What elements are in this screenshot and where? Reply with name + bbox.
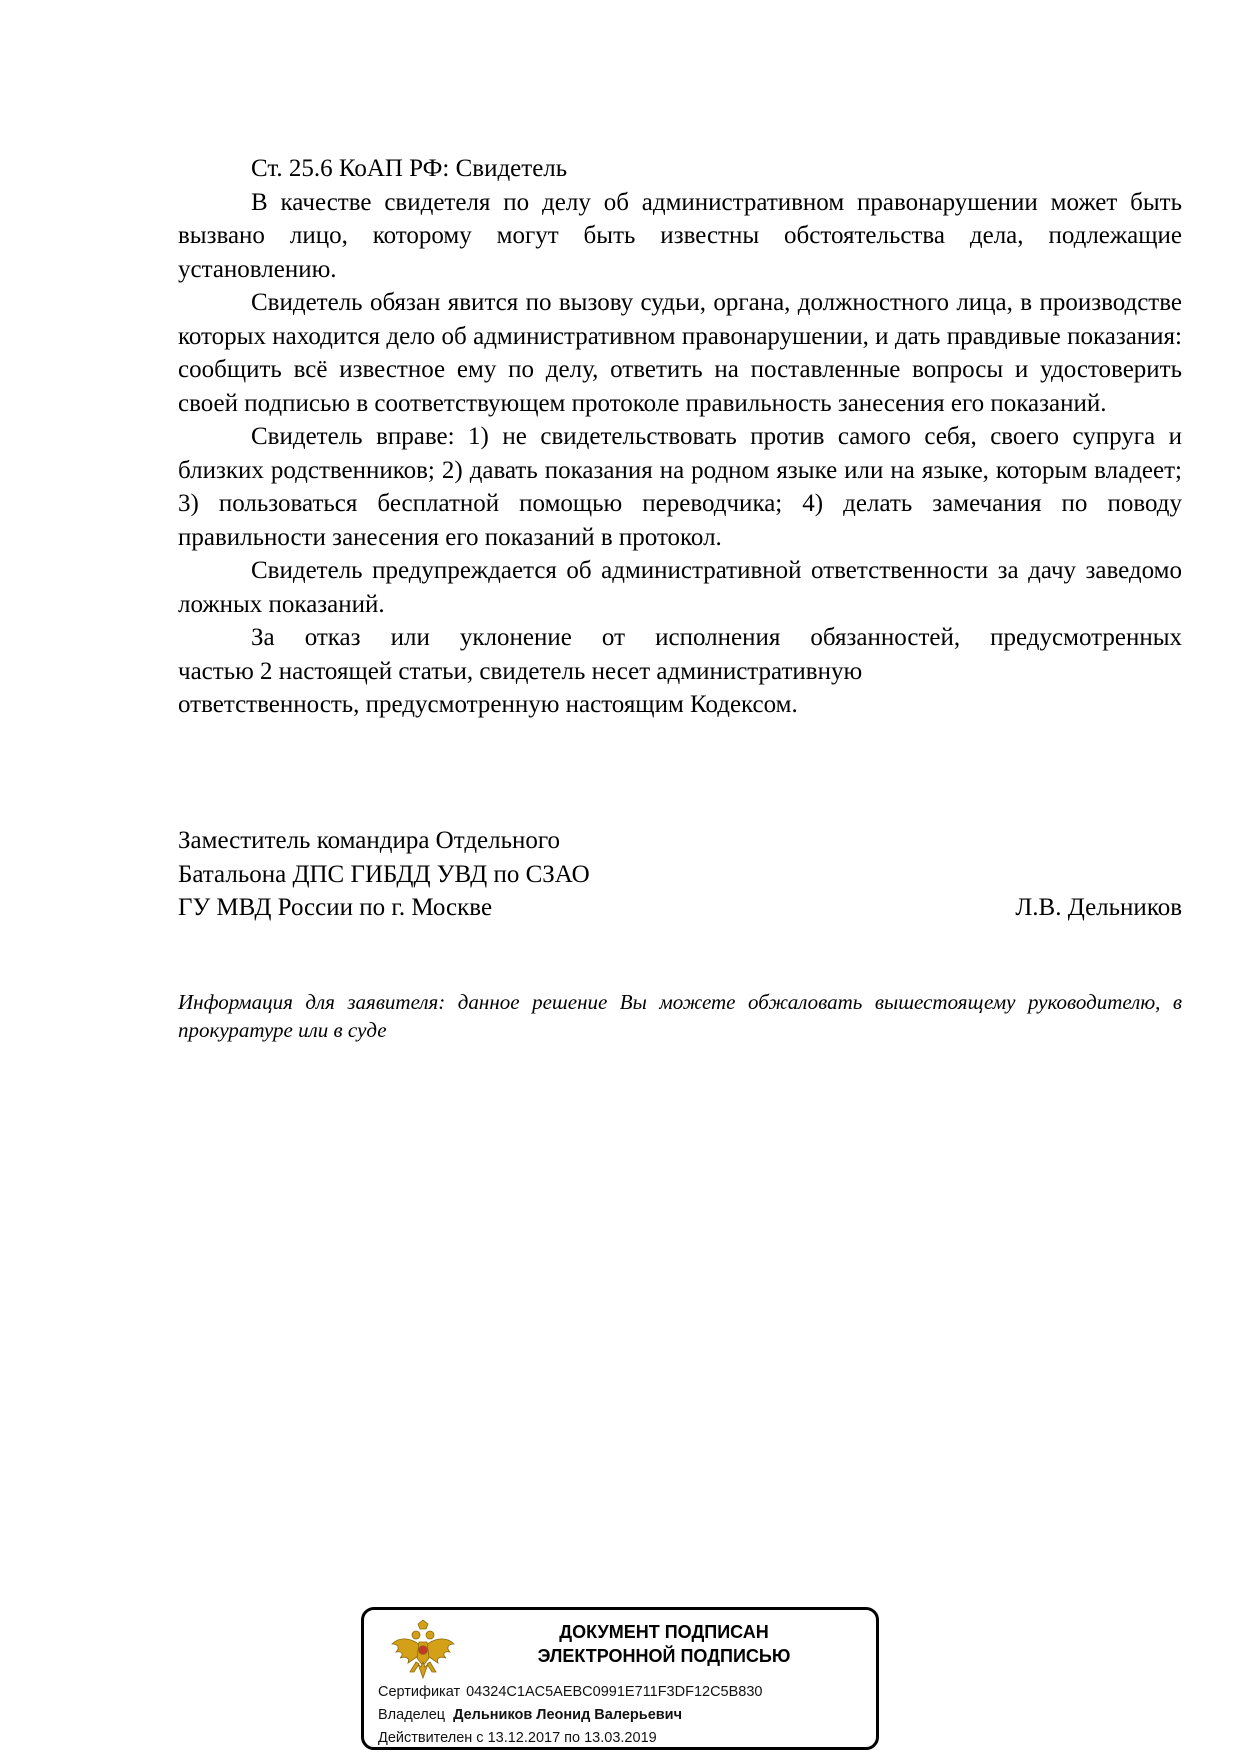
double-headed-eagle-icon <box>388 1618 458 1688</box>
signer-name: Л.В. Дельников <box>1015 894 1182 921</box>
certificate-value: 04324C1AC5AEBC0991E711F3DF12C5B830 <box>466 1684 763 1700</box>
article-paragraph-2: Свидетель обязан явится по вызову судьи, органа, должностного лица, в производстве которых находится дело об административном правонарушении, и дать правдивые показания: сообщить всё известное ему по делу, ответить на поставленные вопросы и удостоверить своей подписью в соответствующем протоколе правильность занесения его показаний. <box>178 289 1182 417</box>
stamp-validity: Действителен с 13.12.2017 по 13.03.2019 <box>378 1730 657 1746</box>
electronic-signature-stamp <box>361 1607 879 1750</box>
article-paragraph-5-line-2: частью 2 настоящей статьи, свидетель несет административную <box>178 657 863 685</box>
article-paragraph-5 <box>178 621 1182 722</box>
article-text <box>178 152 1182 722</box>
article-paragraph-1: В качестве свидетеля по делу об административном правонарушении может быть вызвано лицо, которому могут быть известны обстоятельства дела, подлежащие установлению. <box>178 188 1182 283</box>
stamp-title-line-2: ЭЛЕКТРОННОЙ ПОДПИСЬЮ <box>537 1646 791 1666</box>
owner-label: Владелец <box>378 1707 446 1723</box>
article-heading: Ст. 25.6 КоАП РФ: Свидетель <box>251 155 568 182</box>
stamp-certificate <box>378 1683 762 1701</box>
applicant-info: Информация для заявителя: данное решение Вы можете обжаловать вышестоящему руководителю, в прокуратуре или в суде <box>178 990 1182 1042</box>
signer-position-line-1: Заместитель командира Отдельного <box>178 827 561 854</box>
article-paragraph-5-line-3: ответственность, предусмотренную настоящим Кодексом. <box>178 691 798 718</box>
certificate-label: Сертификат <box>378 1684 461 1700</box>
stamp-title <box>464 1620 864 1668</box>
signer-position-line-3: ГУ МВД России по г. Москве <box>178 894 493 921</box>
article-paragraph-4: Свидетель предупреждается об административной ответственности за дачу заведомо ложных показаний. <box>178 557 1182 618</box>
stamp-title-line-1: ДОКУМЕНТ ПОДПИСАН <box>559 1622 769 1642</box>
article-paragraph-3: Свидетель вправе: 1) не свидетельствовать против самого себя, своего супруга и близких родственников; 2) давать показания на родном языке или на языке, которым владеет; 3) пользоваться бесплатной помощью переводчика; 4) делать замечания по поводу правильности занесения его показаний в протокол. <box>178 423 1182 551</box>
signer-row <box>178 891 1182 925</box>
signer-position-line-2: Батальона ДПС ГИБДД УВД по СЗАО <box>178 860 590 888</box>
owner-value: Дельников Леонид Валерьевич <box>453 1707 683 1723</box>
stamp-owner <box>378 1706 682 1724</box>
signature-block <box>178 824 1182 925</box>
article-paragraph-5-line-1: За отказ или уклонение от исполнения обязанностей, предусмотренных <box>251 624 1182 651</box>
